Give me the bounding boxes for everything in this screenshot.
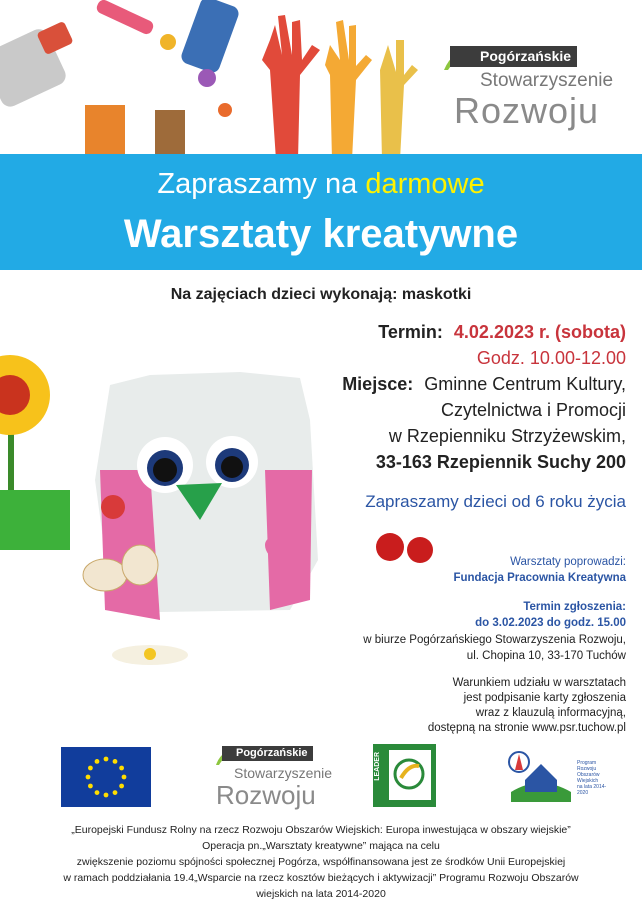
termin-hours: Godz. 10.00-12.00 <box>476 348 626 368</box>
prowadzi-label: Warsztaty poprowadzi: <box>510 556 626 568</box>
prow-logo <box>505 740 605 820</box>
banner-highlight: darmowe <box>365 168 485 200</box>
footer-line2: Operacja pn.„Warsztaty kreatywne” mająca na celu <box>202 840 440 852</box>
prow-line1: Program <box>577 760 597 766</box>
leader-logo <box>373 744 436 807</box>
glue-bottle-icon <box>0 21 74 110</box>
warunek-line1: Warunkiem udziału w warsztatach <box>452 677 626 689</box>
subtitle: Na zajęciach dzieci wykonają: maskotki <box>170 286 472 303</box>
prow-line4: Wiejskich <box>577 778 599 784</box>
painted-hands-icon <box>262 15 418 160</box>
owl-icon <box>95 372 318 620</box>
footer-text <box>0 822 642 902</box>
apples-icon <box>376 533 433 563</box>
banner-line1 <box>0 168 642 201</box>
sponsor-logos <box>0 740 642 830</box>
footer-line3: zwiększenie poziomu spójności społecznej Pogórza, współfinansowana jest ze środków Unii Europejskiej <box>76 856 566 868</box>
zgloszenia-line1: w biurze Pogórzańskiego Stowarzyszenia Rozwoju, <box>363 634 626 646</box>
miejsce-line4: 33-163 Rzepiennik Suchy 200 <box>375 452 626 472</box>
psr-logo-line1: Pogórzańskie <box>222 746 313 761</box>
logo-line2: Stowarzyszenie <box>480 70 614 91</box>
brush-jar-icon <box>85 105 185 160</box>
prow-line3: Obszarów <box>577 772 600 778</box>
termin-date: 4.02.2023 r. (sobota) <box>453 322 626 342</box>
termin-row <box>378 322 626 343</box>
footer-line4: w ramach poddziałania 19.4„Wsparcie na rzecz kosztów bieżących i aktywizacji” Programu Rozwoju Obszarów <box>63 872 579 884</box>
daisy-icon <box>112 645 188 665</box>
psr-logo-line2: Stowarzyszenie <box>234 765 333 781</box>
footer-line1: „Europejski Fundusz Rolny na rzecz Rozwoju Obszarów Wiejskich: Europa inwestująca w obszary wiejskie” <box>71 824 571 836</box>
prow-text <box>577 760 613 796</box>
miejsce-line2: Czytelnictwa i Promocji <box>440 400 626 420</box>
warunek-line3: wraz z klauzulą informacyjną, <box>475 707 626 719</box>
zgloszenia-value: do 3.02.2023 do godz. 15.00 <box>475 617 626 629</box>
banner-title: Warsztaty kreatywne <box>123 212 519 256</box>
banner-line1-text: Zapraszamy na <box>157 168 366 200</box>
logo-line1: Pogórzańskie <box>450 46 577 67</box>
termin-label: Termin: <box>378 322 443 342</box>
paint-art-illustration <box>0 0 420 160</box>
prow-line2: Rozwoju <box>577 766 597 772</box>
psr-logo-line3: Rozwoju <box>216 780 316 810</box>
logo-line3: Rozwoju <box>454 90 600 131</box>
miejsce-label: Miejsce: <box>342 374 414 394</box>
invite-text: Zapraszamy dzieci od 6 roku życia <box>365 492 626 511</box>
psr-logo-bottom <box>206 746 336 816</box>
miejsce-line1: Gminne Centrum Kultury, <box>424 374 626 394</box>
title-banner <box>0 154 642 270</box>
prow-emblem-icon <box>505 740 575 810</box>
paint-tube-icon <box>95 0 241 117</box>
zgloszenia-label: Termin zgłoszenia: <box>523 601 626 613</box>
eu-flag-icon <box>61 747 151 807</box>
zgloszenia-line2: ul. Chopina 10, 33-170 Tuchów <box>466 650 626 662</box>
psr-logo-top <box>440 40 620 140</box>
prow-line5: na lata 2014-2020 <box>577 784 607 796</box>
leader-text: LEADER <box>374 752 381 781</box>
sunflower-icon <box>0 355 70 550</box>
prowadzi-value: Fundacja Pracownia Kreatywna <box>453 572 626 584</box>
miejsce-line3: w Rzepienniku Strzyżewskim, <box>388 426 626 446</box>
footer-line5: wiejskich na lata 2014-2020 <box>256 888 386 900</box>
warunek-line2: jest podpisanie karty zgłoszenia <box>463 692 626 704</box>
miejsce-row <box>342 374 626 395</box>
warunek-line4: dostępną na stronie www.psr.tuchow.pl <box>427 722 626 734</box>
